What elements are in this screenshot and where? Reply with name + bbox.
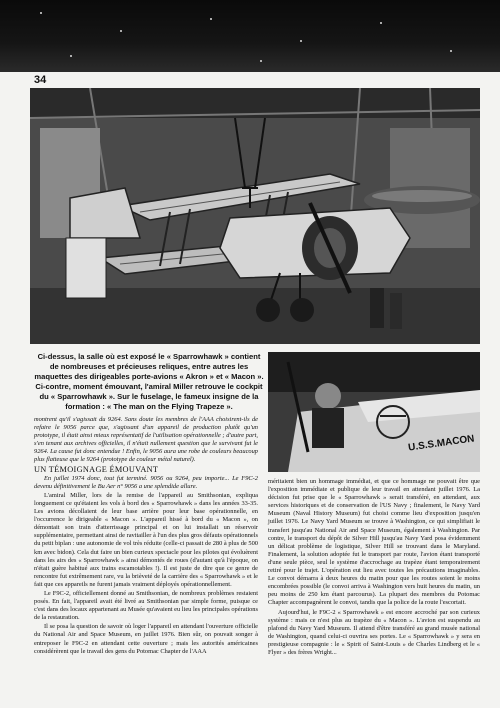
right-column [268, 478, 480, 658]
left-paragraph-4: Il se posa la question de savoir où loger l'appareil en attendant l'ouverture officielle du National Air and Space Museum, en juillet 1976. Bien sûr, on pouvait songer à entreposer le F9C-2 en attendant cette ouverture ; mais les autorités américaines considérèrent que le travail des gens du Potomac Chapter de l'AAA [34, 623, 258, 655]
right-paragraph-2: Aujourd'hui, le F9C-2 « Sparrowhawk » est encore accroché par son curieux système : mais ce n'est plus au trapèze du « Macon ». L'avion est suspendu au plafond du Navy Yard Museum. Il attend d'être transféré au grand musée national de Washington, quand celui-ci ouvrira ses portes. Le « Sparrowhawk » y sera en prestigieuse compagnie : le « Spirit of Saint-Louis » de Charles Lindberg et le « Flyer » des frères Wright... [268, 608, 480, 656]
side-photo [268, 352, 480, 472]
cockpit-photo-illustration [268, 352, 480, 472]
right-paragraph-1: méritaient bien un hommage immédiat, et que ce hommage ne pouvait être que l'exposition immédiate et publique de leur travail en attendant juillet 1976. La décision fut prise que le « Sparrowhawk » serait transféré, en attendant, aux services historiques et de conservation de l'US Navy ; finalement, le Navy Yard Museum (Naval History Museum) fut choisi comme lieu d'exposition jusqu'en juillet 1976. Le Navy Yard Museum se trouve à Washington, ce qui simplifiait le transfert jusqu'au National Air and Space Museum, également à Washington. Par contre, le transport du dépôt de Silver Hill jusqu'au Navy Yard posa évidemment un délicat problème de logistique, Silver Hill se trouvant dans le Maryland. Finalement, la solution adoptée fut le transport par route, l'avion étant transporté d'une seule pièce, seul le système d'accrochage au trapèze étant temporairement retiré pour le trajet. L'opération eut lieu avec toutes les précautions imaginables. Le convoi démarra à deux heures du matin pour que les routes soient le moins encombrées possible (le convoi arriva à Washington vers huit heures du matin, un peu moins de 250 km étant parcourus). La plupart des membres du Potomac Chapter accompagnèrent le convoi, tandis que la police de la route l'escortait. [268, 478, 480, 607]
top-dark-band [0, 0, 500, 72]
left-paragraph-1: En juillet 1974 donc, tout fut terminé. 9056 ou 9264, peu importe... Le F9C-2 devenu définitivement le Bu Aer n° 9056 a une splendide allure. [34, 474, 258, 490]
left-intro: montrent qu'il s'agissait du 9264. Sans doute les membres de l'AAA choisirent-ils de refaire le 9056 parce que, s'agissant d'un appareil de production plutôt qu'un prototype, il était ainsi mieux représentatif de l'utilisation opérationnelle ; d'autre part, s'en tenant aux archives officielles, il n'était nullement question que le survivant fut le 9264. La cause fut donc entendue ! Enfin, le 9056 aura une robe de couleurs beaucoup plus flatteuse que le 9264 (prototype de couleur métal naturel). [34, 416, 258, 464]
left-column [34, 416, 258, 657]
left-paragraph-3: Le F9C-2, officiellement donné au Smithsonian, de nombreux problèmes restaient posés. En fait, l'appareil avait été livré au Smithsonian par simple forme, puisque ce c'est dans des locaux appartenant au Musée qu'avaient eu lieu les principales opérations de la restauration. [34, 589, 258, 622]
page-number: 34 [34, 74, 47, 86]
section-heading: UN TÉMOIGNAGE ÉMOUVANT [34, 464, 159, 474]
left-paragraph-2: L'amiral Miller, lors de la remise de l'appareil au Smithsonian, expliqua longuement ce qu'étaient les vols à bord des « Sparrowhawk » dans les années 33-35. Les avions décollaient de leur base arrière pour leur base opérationnelle, en l'occurrence le dirigeable « Macon ». L'appareil hissé à bord du « Macon », on démontait son train d'atterrissage principal et on lui installait un réservoir supplémentaire, permettant ainsi de ravitailler à l'un des plus gros défauts opérationnels du petit biplan : une autonomie de vol très réduite (celle-ci passait de 280 à plus de 500 km avec bidon). Cela dut faire un bien curieux spectacle pour les pilotes qui évoluèrent dans les airs des « Sparrowhawk » ainsi démontés de roues (d'autant qu'à l'époque, on n'était guère habitué aux trains escamotables !). Il est juste de dire que ce genre de rencontre fut extrêmement rare, vu la brièveté de la carrière des « Sparrowhawk » et le fait que ces appareils ne furent jamais vraiment déployés opérationnellement. [34, 491, 258, 588]
main-photo [30, 88, 480, 344]
hull-text: U.S.S.MACON [407, 433, 476, 454]
biplane-photo-illustration [30, 88, 480, 344]
photo-caption: Ci-dessus, la salle où est exposé le « Sparrowhawk » contient de nombreuses et précieuses reliques, entre autres les maquettes des dirigeables porte-avions « Akron » et « Macon ». Ci-contre, moment émouvant, l'amiral Miller retrouve le cockpit du « Sparrowhawk ». Sur le fuselage, le fameux insigne de la formation : « The man on the Flying Trapeze ». [34, 352, 264, 411]
